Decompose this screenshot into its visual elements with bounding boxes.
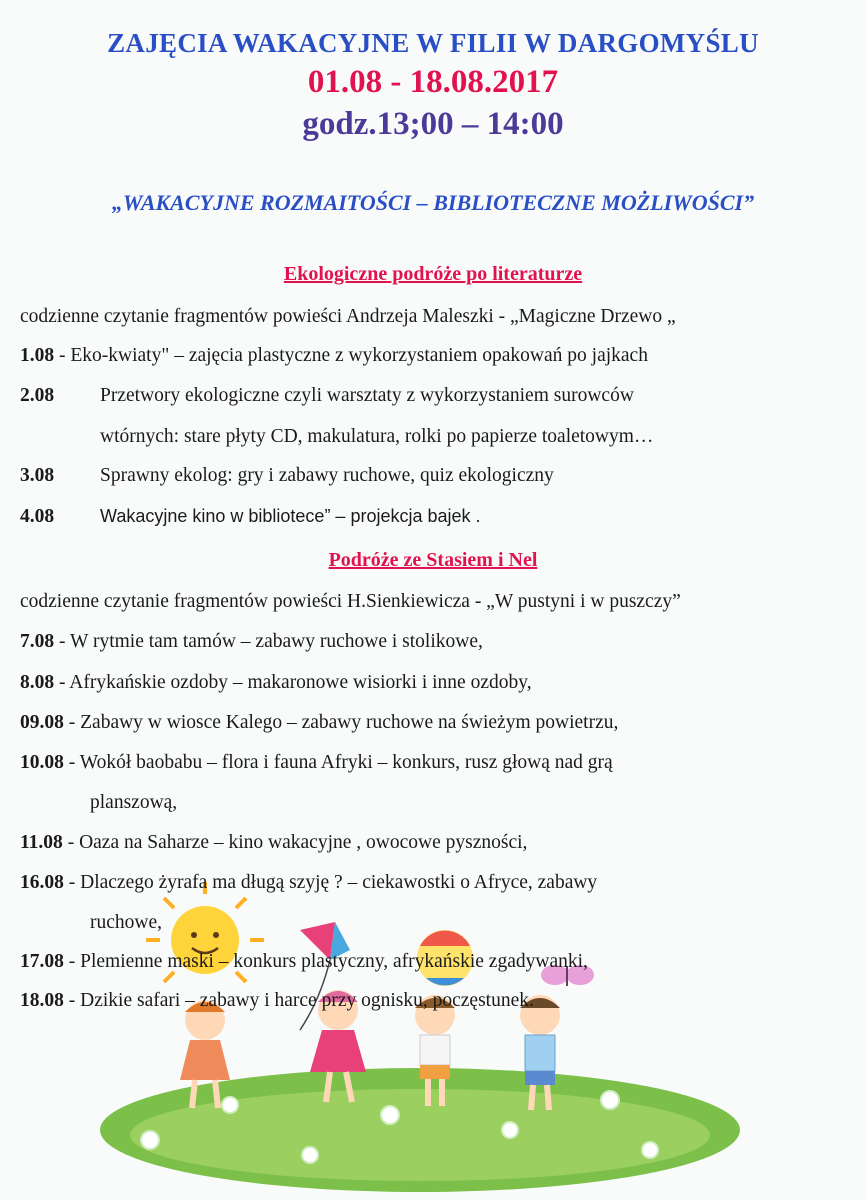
list-item: 8.08 - Afrykańskie ozdoby – makaronowe wisiorki i inne ozdoby, — [20, 672, 532, 693]
item-text: Plemienne maski – konkurs plastyczny, afrykańskie zgadywanki, — [80, 951, 588, 972]
date-range: 01.08 - 18.08.2017 — [307, 64, 559, 100]
list-item: 7.08 - W rytmie tam tamów – zabawy ruchowe i stolikowe, — [20, 631, 483, 652]
item-date: 17.08 — [20, 951, 64, 972]
item-date: 4.08 — [20, 506, 55, 527]
list-item: 18.08 - Dzikie safari – zabawy i harce przy ognisku, poczęstunek. — [20, 990, 534, 1011]
item-text: Afrykańskie ozdoby – makaronowe wisiorki i inne ozdoby, — [69, 672, 532, 693]
motto: „WAKACYJNE ROZMAITOŚCI – BIBLIOTECZNE MOŻLIWOŚCI” — [111, 190, 755, 215]
item-continuation: wtórnych: stare płyty CD, makulatura, rolki po papierze toaletowym… — [100, 426, 654, 447]
item-date: 16.08 — [20, 872, 64, 893]
item-text: Sprawny ekolog: gry i zabawy ruchowe, quiz ekologiczny — [100, 465, 554, 486]
list-item — [20, 465, 554, 487]
item-text: Zabawy w wiosce Kalego – zabawy ruchowe na świeżym powietrzu, — [80, 712, 619, 733]
item-date: 18.08 — [20, 990, 64, 1011]
list-item: 10.08 - Wokół baobabu – flora i fauna Afryki – konkurs, rusz głową nad grą — [20, 752, 613, 773]
item-date: 2.08 — [20, 385, 55, 406]
item-text: Wokół baobabu – flora i fauna Afryki – konkurs, rusz głową nad grą — [79, 752, 613, 773]
section2-intro: codzienne czytanie fragmentów powieści H.Sienkiewicza - „W pustyni i w puszczy” — [20, 591, 681, 612]
item-continuation: planszową, — [90, 792, 178, 813]
item-text: Dzikie safari – zabawy i harce przy ognisku, poczęstunek. — [80, 990, 534, 1011]
item-date: 7.08 — [20, 631, 55, 652]
item-text: Eko-kwiaty" – zajęcia plastyczne z wykorzystaniem opakowań po jajkach — [70, 345, 648, 366]
kids-illustration — [90, 880, 740, 1200]
list-item: 1.08 - Eko-kwiaty" – zajęcia plastyczne z wykorzystaniem opakowań po jajkach — [20, 345, 648, 366]
item-text: Wakacyjne kino w bibliotece” – projekcja bajek . — [100, 506, 481, 526]
item-text: W rytmie tam tamów – zabawy ruchowe i stolikowe, — [70, 631, 483, 652]
item-date: 8.08 — [20, 672, 55, 693]
list-item — [20, 506, 481, 528]
list-item: 11.08 - Oaza na Saharze – kino wakacyjne , owocowe pyszności, — [20, 832, 528, 853]
item-date: 1.08 — [20, 345, 55, 366]
poster-title: ZAJĘCIA WAKACYJNE W FILII W DARGOMYŚLU — [107, 28, 759, 58]
item-continuation: ruchowe, — [90, 912, 163, 933]
list-item: 09.08 - Zabawy w wiosce Kalego – zabawy ruchowe na świeżym powietrzu, — [20, 712, 619, 733]
item-text: Oaza na Saharze – kino wakacyjne , owocowe pyszności, — [79, 832, 528, 853]
item-text: Przetwory ekologiczne czyli warsztaty z wykorzystaniem surowców — [100, 385, 634, 406]
list-item — [20, 385, 634, 407]
item-date: 3.08 — [20, 465, 55, 486]
item-date: 11.08 — [20, 832, 63, 853]
section1-intro: codzienne czytanie fragmentów powieści Andrzeja Maleszki - „Magiczne Drzewo „ — [20, 306, 676, 327]
section-heading-stas-nel: Podróże ze Stasiem i Nel — [328, 549, 538, 571]
opening-hours: godz.13;00 – 14:00 — [302, 106, 564, 142]
list-item: 16.08 - Dlaczego żyrafa ma długą szyję ? – ciekawostki o Afryce, zabawy — [20, 872, 598, 893]
item-date: 09.08 — [20, 712, 64, 733]
item-date: 10.08 — [20, 752, 64, 773]
section-heading-ecology: Ekologiczne podróże po literaturze — [283, 263, 583, 285]
list-item: 17.08 - Plemienne maski – konkurs plastyczny, afrykańskie zgadywanki, — [20, 951, 588, 972]
item-text: Dlaczego żyrafa ma długą szyję ? – ciekawostki o Afryce, zabawy — [80, 872, 598, 893]
